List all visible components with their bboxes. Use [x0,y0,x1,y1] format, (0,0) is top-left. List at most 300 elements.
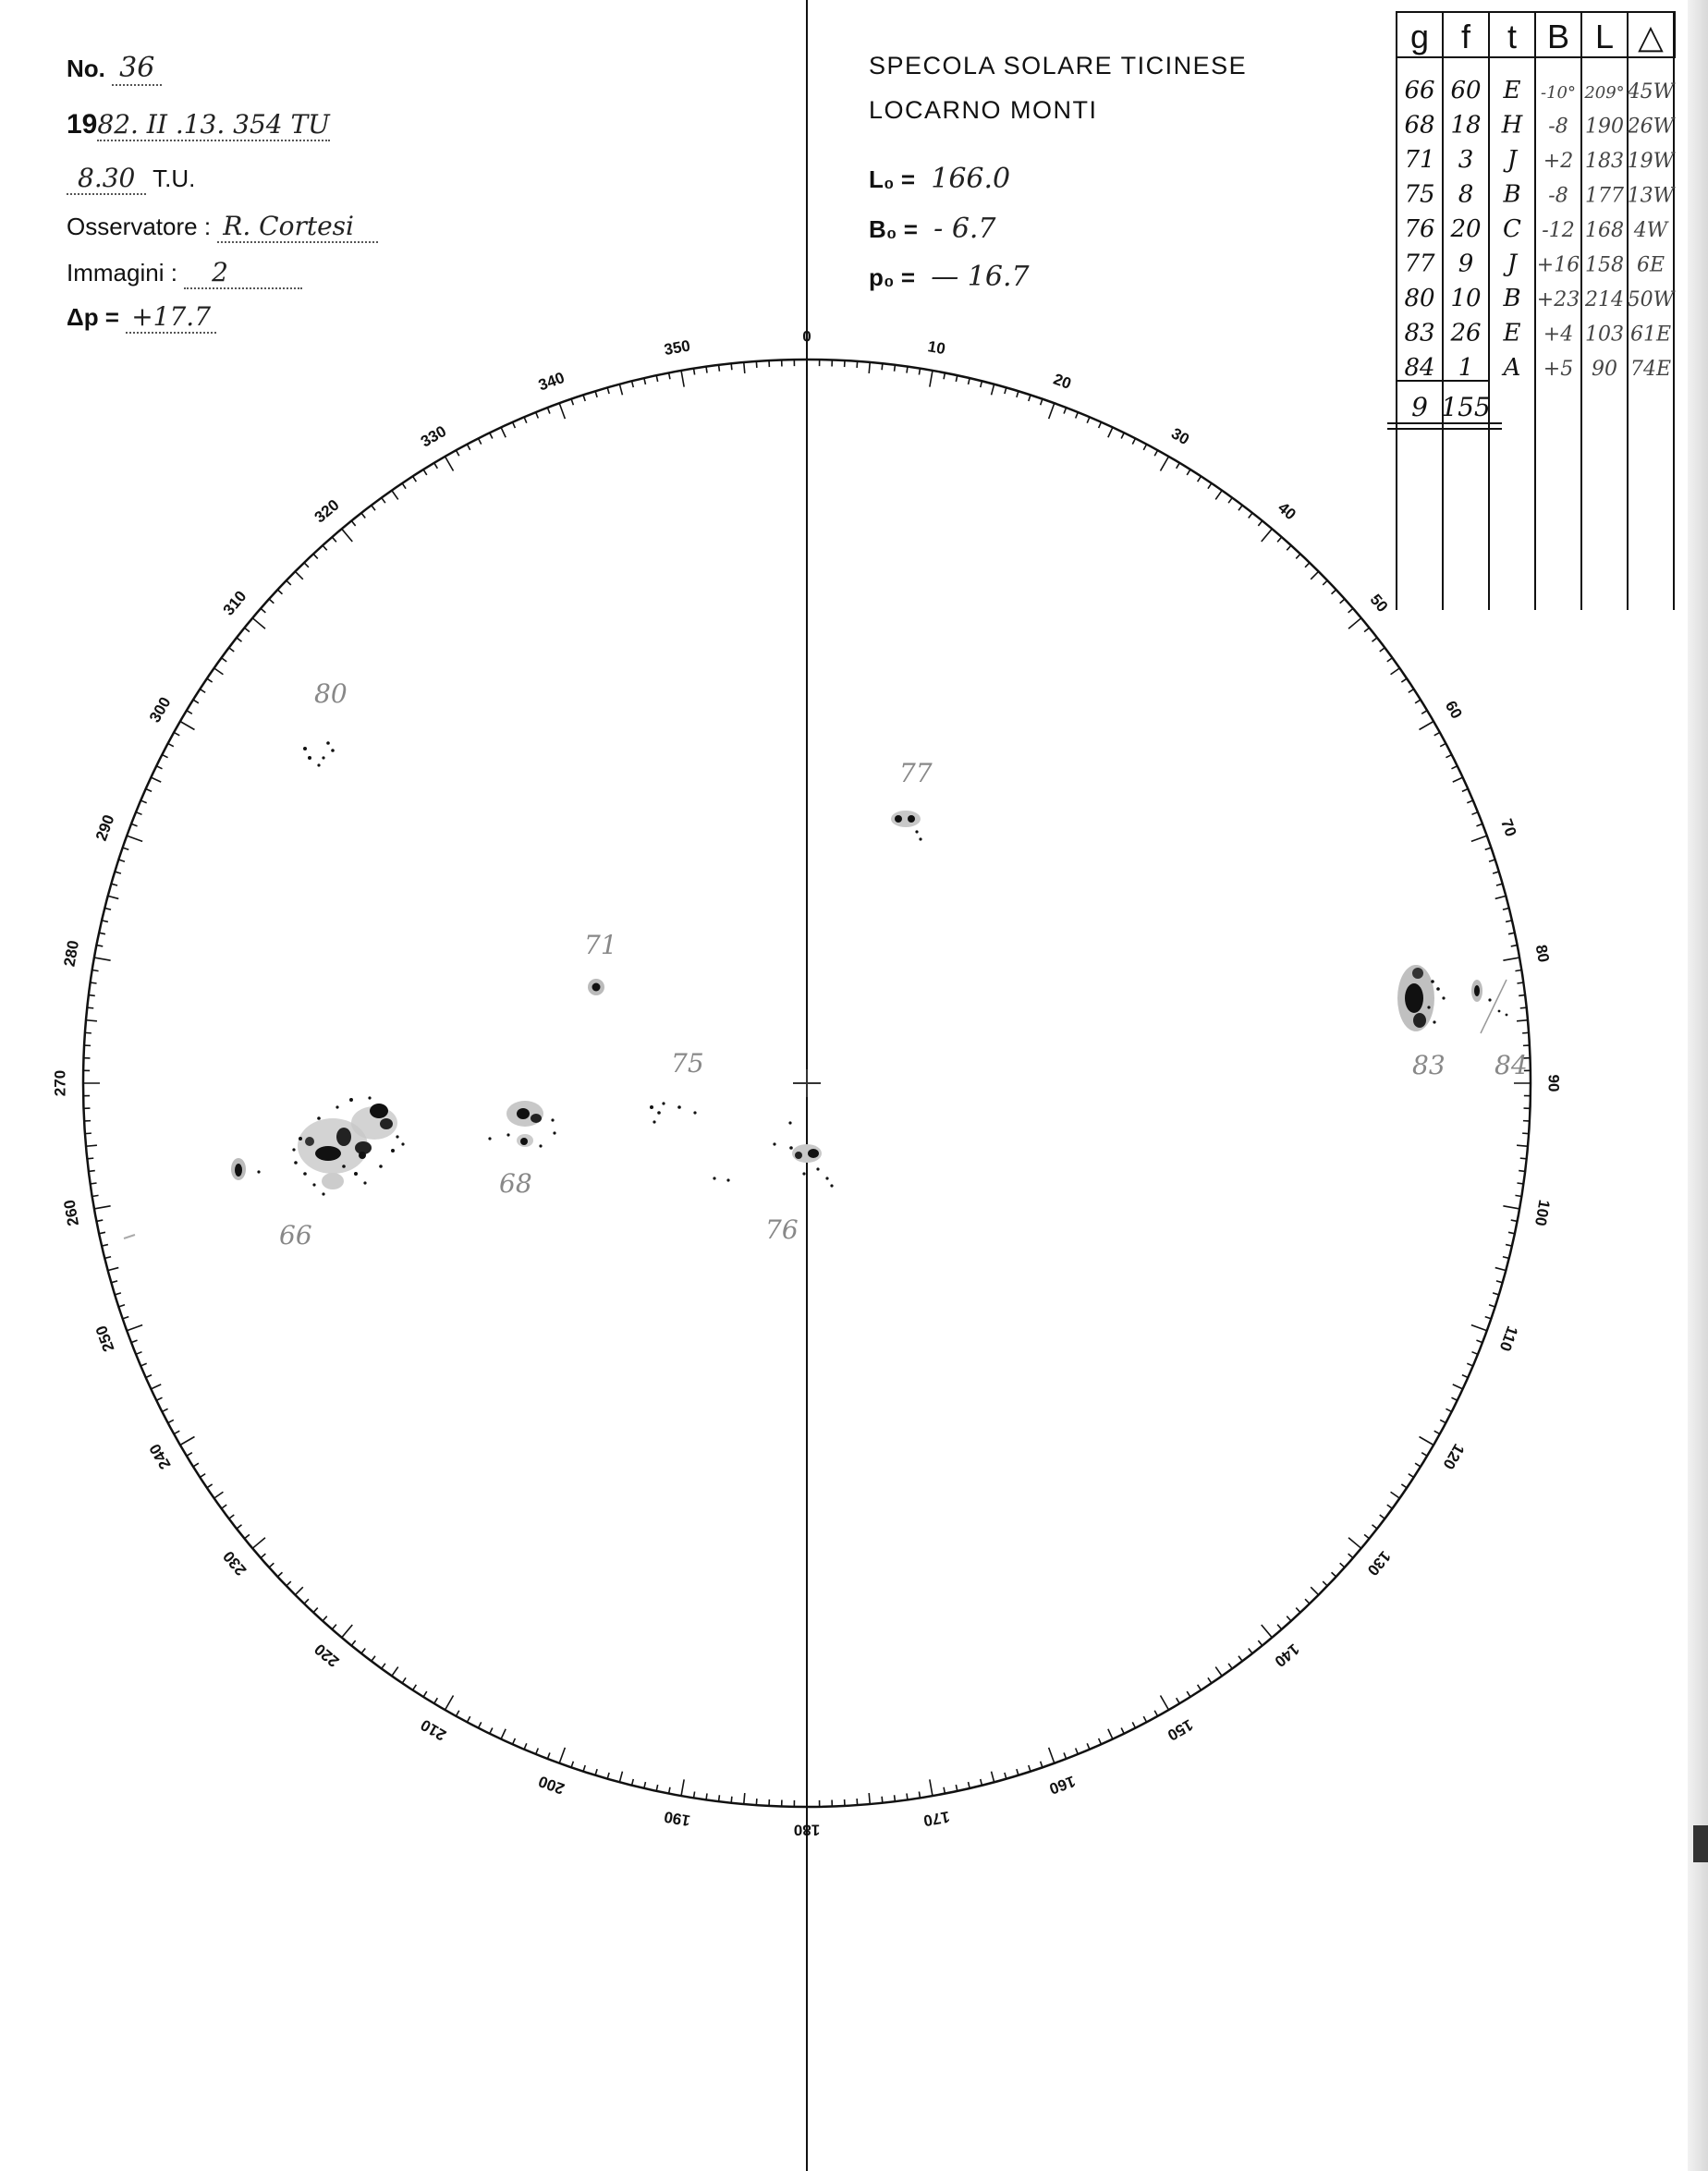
degree-tick [174,1431,179,1433]
degree-tick [94,1206,111,1209]
degree-tick [1517,982,1523,983]
table-cell-r4-c4: 168 [1585,219,1624,242]
sunspot-group-77 [891,758,933,841]
degree-tick [237,638,242,641]
degree-tick [1493,872,1499,873]
degree-tick [644,378,646,384]
degree-tick [229,1515,235,1518]
group-label-66: 66 [279,1220,312,1250]
degree-tick [1238,1656,1242,1662]
degree-tick [1421,1453,1427,1457]
degree-tick [681,371,684,387]
table-cell-r8-c1: 1 [1458,354,1474,382]
degree-tick [1520,1007,1527,1008]
table-cell-r6-c3: +23 [1536,288,1580,311]
degree-tick [536,1748,539,1753]
degree-label-20: 20 [1051,370,1074,393]
degree-tick [1440,743,1446,746]
degree-tick [392,1667,398,1677]
time-unit: T.U. [152,165,196,192]
degree-tick [277,590,282,594]
degree-tick [168,1420,174,1422]
degree-tick [168,743,174,746]
degree-label-350: 350 [663,336,692,360]
degree-tick [1495,1268,1507,1271]
observer-value: R. Cortesi [217,211,378,243]
degree-tick [313,1608,318,1613]
degree-tick [1520,1158,1527,1159]
degree-tick [1262,1625,1273,1638]
degree-label-150: 150 [1164,1715,1197,1745]
degree-tick [92,970,99,971]
degree-tick [571,1762,573,1768]
degree-tick [547,408,550,414]
observatory-name: SPECOLA SOLARE TICINESE [869,52,1248,79]
degree-tick [200,689,205,693]
degree-tick [1005,387,1006,394]
degree-label-240: 240 [145,1440,175,1473]
degree-tick [490,1727,493,1733]
degree-tick [193,1463,199,1467]
degree-tick [467,445,470,450]
table-cell-r5-c4: 158 [1585,253,1624,277]
degree-tick [1446,755,1451,758]
degree-label-140: 140 [1271,1640,1303,1671]
degree-tick [1372,1525,1377,1529]
degree-tick [969,1782,970,1788]
degree-label-160: 160 [1046,1772,1078,1799]
table-cell-r5-c3: +16 [1536,253,1580,277]
degree-tick [332,537,336,542]
degree-tick [187,1453,192,1457]
degree-tick [1462,789,1468,792]
degree-tick [115,872,121,873]
degree-tick [1471,1352,1477,1355]
degree-tick [501,1729,506,1739]
table-cell-r6-c0: 80 [1404,285,1435,312]
table-cell-r5-c5: 6E [1636,253,1665,277]
group-table [1404,18,1676,422]
degree-tick [559,403,565,419]
p0-label: p₀ = [869,263,916,291]
degree-tick [402,483,406,489]
table-cell-r1-c1: 18 [1450,111,1482,140]
table-total-0: 9 [1411,392,1428,422]
degree-tick [681,1779,684,1796]
degree-tick [719,1795,720,1801]
degree-tick [1471,812,1477,815]
degree-tick [1332,1572,1336,1577]
ephemeris-p0 [869,261,1030,293]
images-value: 2 [184,257,302,289]
degree-tick [1177,463,1180,469]
degree-tick [513,1738,516,1744]
degree-label-330: 330 [417,421,450,451]
degree-tick [102,1245,108,1247]
degree-tick [1380,1515,1385,1518]
degree-label-280: 280 [60,939,83,969]
degree-tick [1467,1363,1472,1366]
degree-label-50: 50 [1366,591,1392,616]
table-header-5: △ [1638,18,1664,55]
degree-tick [146,789,152,792]
degree-tick [304,1599,309,1604]
degree-tick [89,1171,95,1172]
degree-tick [1340,1563,1345,1567]
degree-label-180: 180 [793,1821,821,1839]
table-cell-r0-c1: 60 [1450,77,1482,104]
degree-tick [413,1685,417,1690]
degree-tick [1391,1492,1400,1498]
degree-tick [102,921,108,922]
degree-tick [882,363,883,370]
degree-tick [1305,563,1310,567]
degree-tick [1143,445,1146,450]
degree-tick [361,1648,365,1653]
observer-line [67,211,378,241]
table-cell-r3-c0: 75 [1404,180,1435,209]
dp-label: Δp = [67,303,119,331]
degree-tick [86,1020,97,1021]
degree-tick [127,835,142,841]
degree-tick [89,995,95,996]
degree-tick [1471,835,1487,841]
table-header-2: t [1507,18,1518,55]
table-cell-r4-c0: 76 [1404,215,1435,243]
degree-tick [656,375,657,382]
table-cell-r7-c4: 103 [1585,323,1624,347]
table-cell-r1-c2: H [1501,111,1523,140]
no-value: 36 [112,52,162,86]
degree-tick [1401,678,1407,682]
degree-tick [87,1007,93,1008]
sunspot-group-80 [303,678,348,767]
table-cell-r4-c3: -12 [1542,219,1575,242]
degree-tick [1258,520,1262,525]
degree-label-70: 70 [1497,816,1520,839]
degree-label-80: 80 [1531,943,1553,964]
table-cell-r4-c2: C [1503,215,1521,243]
degree-tick [413,476,417,482]
degree-tick [108,896,119,898]
degree-tick [91,982,97,983]
degree-tick [304,563,309,567]
degree-tick [607,387,609,394]
degree-tick [644,1782,646,1788]
table-cell-r3-c2: B [1503,180,1521,209]
degree-tick [595,391,597,397]
degree-tick [445,1696,454,1711]
degree-tick [1296,554,1300,558]
degree-tick [1017,1769,1019,1775]
degree-tick [313,554,318,558]
degree-tick [351,1640,355,1645]
table-cell-r7-c5: 61E [1629,323,1672,347]
degree-tick [222,1505,227,1508]
degree-tick [295,1587,302,1594]
degree-tick [261,1554,265,1558]
degree-tick [252,618,265,629]
table-cell-r0-c3: -10° [1541,83,1576,103]
degree-tick [351,520,355,525]
degree-tick [200,1474,205,1478]
degree-tick [1161,457,1169,471]
degree-label-110: 110 [1495,1323,1521,1354]
degree-tick [1515,970,1521,971]
degree-tick [402,1677,406,1683]
degree-tick [229,648,235,652]
ephemeris-L0 [869,163,1010,195]
degree-tick [907,1793,908,1799]
degree-tick [1364,1534,1369,1538]
date-line [67,109,330,140]
degree-tick [1121,1727,1124,1733]
degree-tick [956,1785,957,1791]
time-value: 8.30 [67,163,146,195]
degree-tick [118,1305,125,1307]
degree-tick [744,362,745,373]
degree-tick [118,860,125,861]
degree-tick [583,395,585,401]
degree-tick [619,1772,622,1783]
degree-tick [287,580,291,585]
degree-tick [1517,1183,1523,1184]
sunspot-group-66 [231,1096,405,1250]
degree-tick [1087,417,1090,422]
L0-label: L₀ = [869,165,916,193]
degree-tick [92,1195,99,1196]
degree-tick [222,658,227,662]
table-cell-r4-c1: 20 [1450,215,1482,243]
degree-tick [1277,537,1282,542]
degree-tick [1471,1325,1487,1331]
degree-tick [323,545,327,550]
degree-label-200: 200 [536,1772,567,1799]
degree-tick [1508,1232,1515,1233]
degree-tick [1228,498,1232,504]
degree-tick [1087,1743,1090,1749]
degree-tick [907,367,908,373]
degree-tick [127,1325,142,1331]
table-cell-r7-c1: 26 [1450,319,1482,348]
degree-tick [619,384,622,396]
degree-label-60: 60 [1441,698,1466,722]
B0-label: B₀ = [869,215,918,243]
degree-tick [694,1791,695,1798]
degree-tick [1503,1257,1509,1259]
degree-tick [1305,1599,1310,1604]
degree-label-210: 210 [417,1715,450,1745]
degree-tick [895,1795,896,1801]
degree-tick [1506,921,1512,922]
sunspot-group-68 [488,1101,555,1199]
degree-tick [919,1791,920,1798]
degree-tick [1485,1317,1492,1319]
table-cell-r8-c2: A [1503,354,1521,382]
degree-tick [87,1158,93,1159]
degree-tick [372,1656,375,1662]
degree-tick [434,1698,438,1703]
degree-tick [123,1317,129,1319]
degree-tick [237,1525,242,1529]
degree-tick [583,1765,585,1772]
degree-tick [930,1779,933,1796]
no-label: No. [67,55,105,82]
table-cell-r2-c1: 3 [1458,146,1474,174]
degree-tick [162,1409,167,1411]
table-cell-r6-c1: 10 [1450,285,1482,312]
group-label-76: 76 [765,1214,799,1245]
degree-tick [104,1257,111,1259]
degree-tick [111,884,117,885]
date-value: 82. II .13. 354 TU [97,109,330,140]
center-cross [793,1069,821,1097]
degree-tick [456,1711,458,1716]
degree-tick [1099,422,1102,428]
scan-edge [1688,0,1708,2171]
degree-tick [1249,513,1252,518]
table-cell-r8-c5: 74E [1629,358,1672,381]
degree-tick [706,367,707,373]
degree-label-10: 10 [926,337,947,359]
sunspot-group-76 [713,1121,833,1245]
group-label-71: 71 [584,930,617,960]
degree-tick [1143,1716,1146,1722]
table-cell-r6-c2: B [1503,285,1521,312]
table-cell-r0-c2: E [1503,77,1521,104]
sunspot-group-83 [1397,965,1446,1080]
degree-tick [1348,608,1353,613]
degree-tick [706,1793,707,1799]
degree-tick [287,1581,291,1586]
degree-tick [1049,1748,1055,1763]
table-cell-r0-c4: 209° [1584,83,1625,103]
degree-tick [1434,1431,1440,1433]
table-cell-r6-c4: 214 [1585,288,1624,311]
degree-tick [501,427,506,437]
degree-label-230: 230 [219,1547,250,1579]
L0-value: 166.0 [931,163,1011,195]
degree-tick [180,722,195,730]
degree-tick [244,1534,249,1538]
degree-tick [252,1538,265,1549]
degree-tick [1029,1765,1031,1772]
degree-label-250: 250 [92,1323,118,1354]
degree-tick [513,422,516,428]
degree-tick [1187,470,1190,475]
table-cell-r5-c1: 9 [1458,250,1474,278]
degree-tick [1496,1281,1503,1283]
degree-tick [1440,1420,1446,1422]
table-cell-r8-c3: +5 [1543,358,1574,381]
degree-tick [1258,1640,1262,1645]
degree-tick [524,417,527,422]
degree-tick [1489,1305,1495,1307]
degree-tick [1132,1722,1135,1727]
degree-tick [981,381,982,387]
degree-tick [151,777,161,782]
degree-tick [1076,412,1079,418]
degree-tick [632,381,634,387]
images-line [67,257,302,287]
degree-tick [1132,438,1135,444]
table-cell-r1-c5: 26W [1627,115,1675,139]
degree-tick [1453,1384,1463,1389]
degree-tick [869,1793,870,1804]
degree-tick [1208,1677,1212,1683]
degree-tick [1005,1773,1006,1779]
degree-tick [1495,896,1507,898]
degree-label-40: 40 [1275,498,1299,524]
table-cell-r3-c1: 8 [1458,180,1474,209]
degree-tick [214,668,224,675]
degree-tick [1485,848,1492,849]
degree-tick [524,1743,527,1749]
degree-tick [1017,391,1019,397]
degree-tick [423,470,427,475]
date-prefix: 19 [67,109,98,140]
degree-tick [1348,618,1361,629]
degree-tick [1489,860,1495,861]
degree-tick [86,1145,97,1146]
degree-tick [361,513,365,518]
table-header-4: L [1594,18,1615,55]
degree-tick [607,1773,609,1779]
table-cell-r2-c4: 183 [1585,150,1624,173]
degree-tick [1249,1648,1252,1653]
degree-tick [992,1772,994,1783]
degree-tick [151,1384,161,1389]
degree-tick [1228,1664,1232,1669]
degree-label-270: 270 [51,1069,69,1097]
degree-tick [559,1748,565,1763]
degree-tick [1348,1538,1361,1549]
degree-tick [1467,800,1472,803]
table-cell-r7-c2: E [1503,319,1521,348]
degree-tick [1462,1375,1468,1378]
table-cell-r3-c3: -8 [1548,184,1568,208]
table-cell-r5-c0: 77 [1404,250,1435,278]
degree-tick [536,412,539,418]
degree-label-120: 120 [1439,1440,1469,1473]
degree-tick [1340,599,1345,604]
group-label-84: 84 [1494,1050,1528,1080]
degree-tick [131,1340,138,1343]
degree-tick [1391,668,1400,675]
table-cell-r2-c2: J [1507,146,1518,174]
table-cell-r4-c5: 4W [1633,219,1668,242]
degree-tick [1517,1020,1528,1021]
sunspot-group-71 [584,930,617,995]
degree-tick [595,1769,597,1775]
table-total-1: 155 [1441,392,1491,422]
degree-label-290: 290 [92,812,118,844]
degree-tick [1154,450,1157,456]
degree-tick [140,800,146,803]
degree-tick [261,608,265,613]
degree-tick [1215,1667,1222,1677]
degree-tick [207,1484,213,1488]
degree-tick [1029,395,1031,401]
group-label-75: 75 [671,1048,704,1079]
degree-tick [869,362,870,373]
degree-tick [1515,1195,1521,1196]
degree-tick [1476,1340,1482,1343]
degree-tick [1415,1463,1421,1467]
degree-tick [1121,433,1124,438]
degree-tick [193,700,199,703]
degree-label-0: 0 [802,327,811,346]
